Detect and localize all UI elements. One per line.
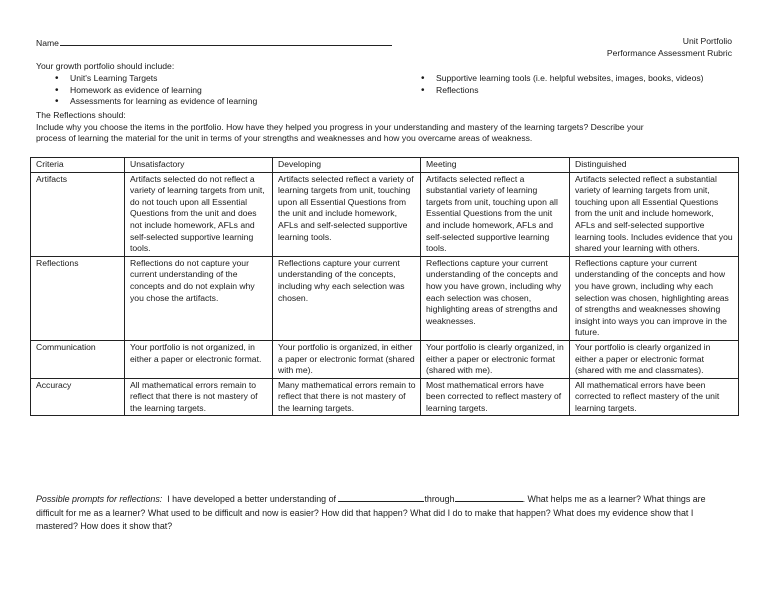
blank-line[interactable] — [455, 492, 523, 502]
developing-cell: Your portfolio is organized, in either a paper or electronic format (shared with me). — [273, 340, 421, 378]
intro-heading: Your growth portfolio should include: — [36, 61, 175, 71]
criteria-cell: Accuracy — [31, 378, 125, 416]
reflections-instructions — [36, 110, 736, 145]
prompts-label: Possible prompts for reflections: — [36, 494, 163, 504]
meeting-cell: Reflections capture your current understanding of the concepts and how you have grown, including why each selection was chosen, highlighting areas of strengths and weaknesses. — [421, 256, 570, 340]
name-underline[interactable] — [60, 36, 392, 46]
unsatisfactory-cell: Your portfolio is not organized, in either a paper or electronic format. — [125, 340, 273, 378]
reflections-line-1: Include why you choose the items in the portfolio. How have they helped you progress in your understanding and mastery of the learning targets? Describe your — [36, 121, 644, 132]
list-item: • Supportive learning tools (i.e. helpful websites, images, books, videos) — [402, 73, 704, 85]
reflection-prompts — [36, 492, 726, 534]
through-word: through — [424, 494, 455, 504]
reflections-line-2: process of learning the material for the unit in terms of your strengths and weaknesses and how you overcame areas of weakness. — [36, 133, 533, 143]
header-unsatisfactory: Unsatisfactory — [125, 158, 273, 173]
distinguished-cell: Your portfolio is clearly organized in either a paper or electronic format (shared with me and classmates). — [570, 340, 739, 378]
criteria-cell: Reflections — [31, 256, 125, 340]
table-row — [31, 256, 739, 340]
unsatisfactory-cell: Artifacts selected do not reflect a variety of learning targets from unit, do not touch upon all Essential Questions from the unit and does not include homework, AFLs and self-selected supportive learning tools. — [125, 172, 273, 256]
distinguished-cell: Reflections capture your current understanding of the concepts and how you have grown, including why each selection was chosen, highlighting areas of strengths and weaknesses showing insight into ways you can improve in the future. — [570, 256, 739, 340]
meeting-cell: Your portfolio is clearly organized, in either a paper or electronic format (shared with me). — [421, 340, 570, 378]
unsatisfactory-cell: All mathematical errors remain to reflect that there is not mastery of the learning targets. — [125, 378, 273, 416]
name-field[interactable] — [36, 36, 392, 50]
criteria-cell: Artifacts — [31, 172, 125, 256]
developing-cell: Many mathematical errors remain to reflect that there is not mastery of the learning targets. — [273, 378, 421, 416]
table-header-row — [31, 158, 739, 173]
list-item: • Reflections — [402, 85, 704, 97]
header-distinguished: Distinguished — [570, 158, 739, 173]
prompt-rest: . What helps me as a learner? What things are difficult for me as a learner? What used to be difficult and now is easier? How did that happen? What did I do to make that happen? What does my evidence show that I mastered? How does it show that? — [36, 494, 706, 532]
document-header — [607, 36, 732, 59]
list-item: • Homework as evidence of learning — [36, 85, 257, 97]
document-subtitle: Performance Assessment Rubric — [606, 47, 732, 58]
distinguished-cell: Artifacts selected reflect a substantial variety of learning targets from unit, touching upon all Essential Questions from the unit and include homework, AFLs and self-selected supportive learning tools. Includes evidence that you shared your learning with others. — [570, 172, 739, 256]
criteria-cell: Communication — [31, 340, 125, 378]
list-item: • Unit's Learning Targets — [36, 73, 257, 85]
developing-cell: Artifacts selected reflect a variety of learning targets from unit, touching upon all Essential Questions from the unit and include homework, AFLs and self-selected supportive learning tools. — [273, 172, 421, 256]
reflections-heading: The Reflections should: — [36, 110, 126, 120]
header-meeting: Meeting — [421, 158, 570, 173]
rubric-table — [30, 157, 739, 416]
name-label: Name — [36, 38, 59, 48]
table-row — [31, 172, 739, 256]
table-row — [31, 340, 739, 378]
developing-cell: Reflections capture your current understanding of the concepts, including why each selection was chosen. — [273, 256, 421, 340]
requirements-list-right — [402, 73, 704, 96]
header-developing: Developing — [273, 158, 421, 173]
meeting-cell: Most mathematical errors have been corrected to reflect mastery of learning targets. — [421, 378, 570, 416]
unsatisfactory-cell: Reflections do not capture your current understanding of the concepts and do not explain why you chose the artifacts. — [125, 256, 273, 340]
table-row — [31, 378, 739, 416]
header-criteria: Criteria — [31, 158, 125, 173]
blank-line[interactable] — [338, 492, 424, 502]
document-title: Unit Portfolio — [682, 36, 732, 46]
prompt-part-1: I have developed a better understanding of — [167, 494, 336, 504]
meeting-cell: Artifacts selected reflect a substantial variety of learning targets from unit, touching upon all Essential Questions from the unit and include homework, AFLs and self-selected supportive learning tools. — [421, 172, 570, 256]
list-item: • Assessments for learning as evidence of learning — [36, 96, 257, 108]
requirements-list-left — [36, 73, 257, 108]
distinguished-cell: All mathematical errors have been corrected to reflect mastery of the unit learning targets. — [570, 378, 739, 416]
